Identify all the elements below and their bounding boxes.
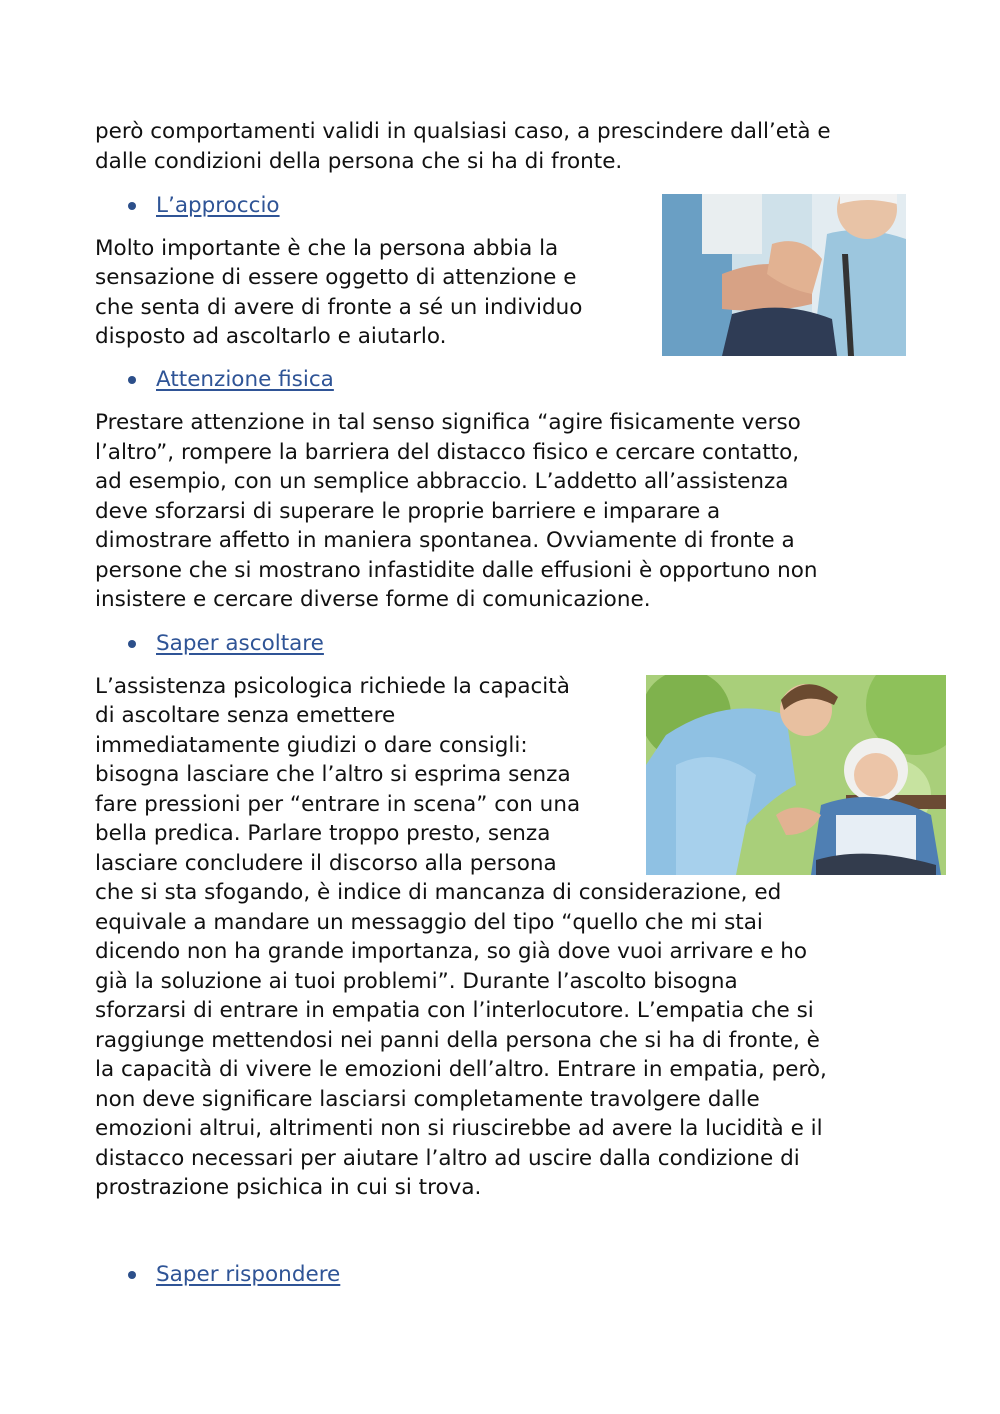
- heading-link-saper-rispondere[interactable]: Saper rispondere: [156, 1262, 341, 1287]
- ascoltare-line-10: dicendo non ha grande importanza, so già dove vuoi arrivare e ho: [95, 939, 808, 964]
- holding-hands-illustration: [662, 194, 906, 356]
- attenzione-line-2: l’altro”, rompere la barriera del distacco fisico e cercare contatto,: [95, 440, 800, 465]
- heading-link-approccio[interactable]: L’approccio: [156, 193, 280, 218]
- attenzione-line-5: dimostrare affetto in maniera spontanea. Ovviamente di fronte a: [95, 528, 795, 553]
- attenzione-line-6: persone che si mostrano infastidite dalle effusioni è opportuno non: [95, 558, 818, 583]
- ascoltare-line-8: che si sta sfogando, è indice di mancanza di considerazione, ed: [95, 880, 782, 905]
- ascoltare-line-4: bisogna lasciare che l’altro si esprima senza: [95, 762, 571, 787]
- heading-link-saper-ascoltare[interactable]: Saper ascoltare: [156, 631, 324, 656]
- ascoltare-line-6: bella predica. Parlare troppo presto, senza: [95, 821, 551, 846]
- ascoltare-line-14: la capacità di vivere le emozioni dell’altro. Entrare in empatia, però,: [95, 1057, 827, 1082]
- bullet-icon: [128, 202, 136, 210]
- bullet-icon: [128, 1271, 136, 1279]
- ascoltare-line-12: sforzarsi di entrare in empatia con l’interlocutore. L’empatia che si: [95, 998, 814, 1023]
- nurse-elderly-woman-photo: [646, 675, 946, 875]
- attenzione-line-3: ad esempio, con un semplice abbraccio. L’addetto all’assistenza: [95, 469, 789, 494]
- attenzione-line-4: deve sforzarsi di superare le proprie barriere e imparare a: [95, 499, 721, 524]
- heading-link-attenzione-fisica[interactable]: Attenzione fisica: [156, 367, 334, 392]
- attenzione-line-7: insistere e cercare diverse forme di comunicazione.: [95, 587, 651, 612]
- approccio-line-2: sensazione di essere oggetto di attenzione e: [95, 265, 577, 290]
- attenzione-line-1: Prestare attenzione in tal senso significa “agire fisicamente verso: [95, 410, 801, 435]
- ascoltare-line-5: fare pressioni per “entrare in scena” con una: [95, 792, 581, 817]
- ascoltare-line-7: lasciare concludere il discorso alla persona: [95, 851, 557, 876]
- bullet-icon: [128, 640, 136, 648]
- ascoltare-line-2: di ascoltare senza emettere: [95, 703, 396, 728]
- ascoltare-line-3: immediatamente giudizi o dare consigli:: [95, 733, 528, 758]
- approccio-line-3: che senta di avere di fronte a sé un individuo: [95, 295, 583, 320]
- bullet-icon: [128, 376, 136, 384]
- ascoltare-line-9: equivale a mandare un messaggio del tipo “quello che mi stai: [95, 910, 763, 935]
- ascoltare-line-16: emozioni altrui, altrimenti non si riuscirebbe ad avere la lucidità e il: [95, 1116, 823, 1141]
- ascoltare-line-17: distacco necessari per aiutare l’altro ad uscire dalla condizione di: [95, 1146, 800, 1171]
- ascoltare-line-18: prostrazione psichica in cui si trova.: [95, 1175, 482, 1200]
- ascoltare-line-11: già la soluzione ai tuoi problemi”. Durante l’ascolto bisogna: [95, 969, 738, 994]
- ascoltare-line-13: raggiunge mettendosi nei panni della persona che si ha di fronte, è: [95, 1028, 820, 1053]
- holding-hands-photo: [662, 194, 906, 356]
- ascoltare-line-15: non deve significare lasciarsi completamente travolgere dalle: [95, 1087, 760, 1112]
- approccio-line-4: disposto ad ascoltarlo e aiutarlo.: [95, 324, 447, 349]
- intro-line-2: dalle condizioni della persona che si ha di fronte.: [95, 149, 623, 174]
- intro-line-1: però comportamenti validi in qualsiasi caso, a prescindere dall’età e: [95, 119, 831, 144]
- approccio-line-1: Molto importante è che la persona abbia la: [95, 236, 559, 261]
- ascoltare-line-1: L’assistenza psicologica richiede la capacità: [95, 674, 570, 699]
- nurse-elderly-woman-illustration: [646, 675, 946, 875]
